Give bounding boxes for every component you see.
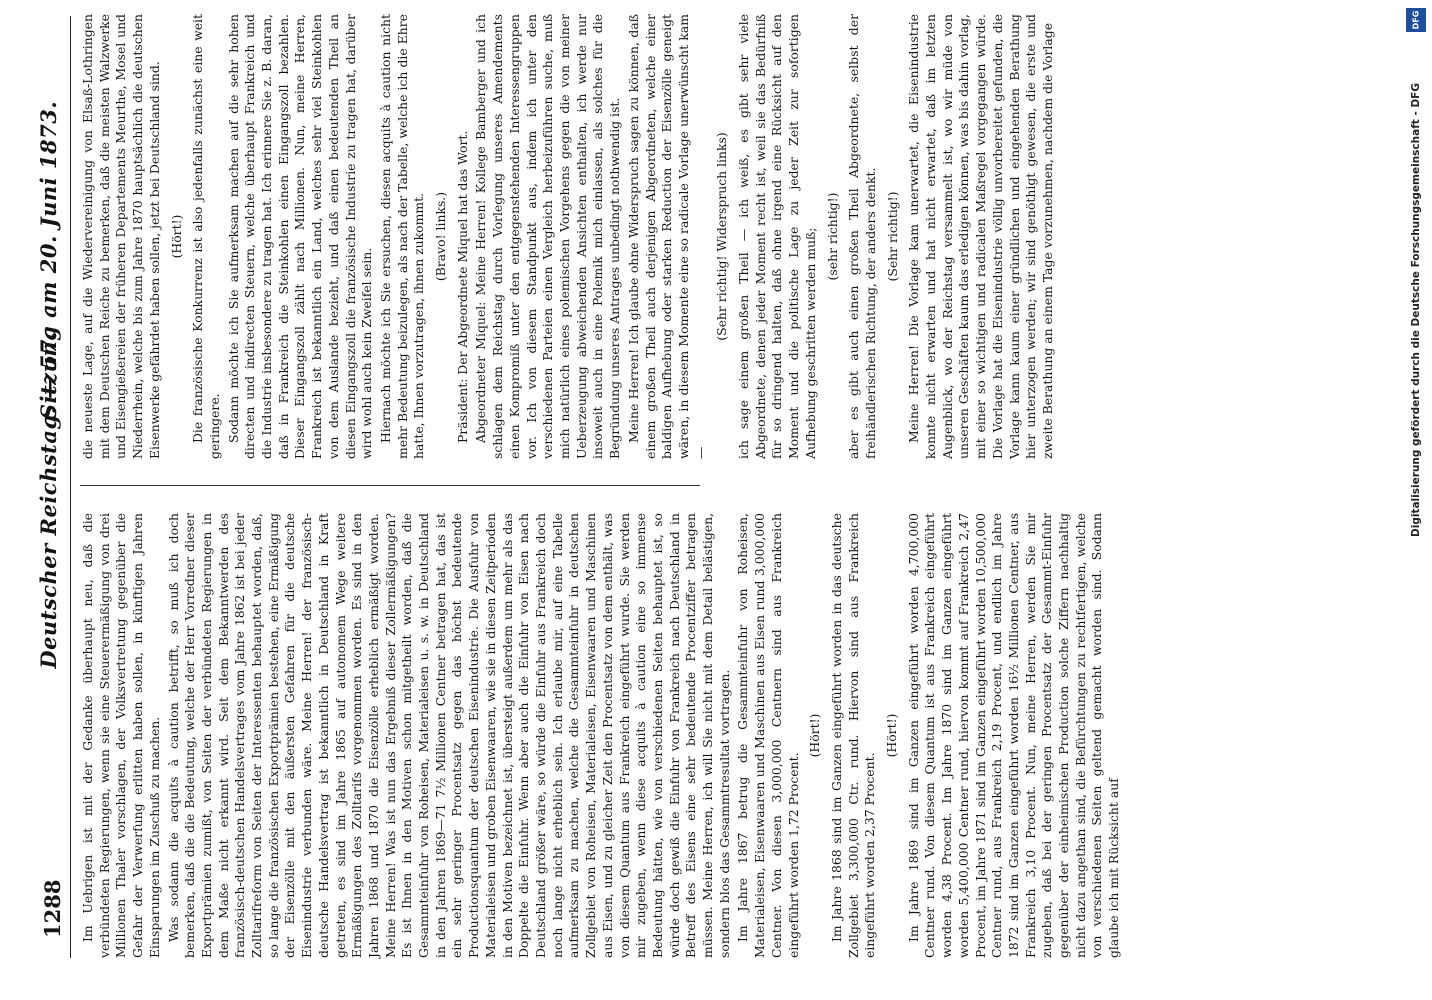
paragraph: Sodann möchte ich Sie aufmerksam machen auf die sehr hohen directen und indirecten Steuern, welche überhaupt Frankreich und die Industrie insbesondere zu tragen hat. Ich erinnere Sie z. B. daran, daß in Frankreich die Steinkohlen einen Eingangszoll bezahlen. Dieser Eingangszoll zählt nach Millionen. Nun, meine Herren, Frankreich ist bekanntlich ein Land, welches sehr viel Steinkohlen von dem Auslande bezieht, und daß einen bedeutenden Theil an diesen Eingangszoll die französische Industrie zu tragen hat, darüber wird wohl auch kein Zweifel sein. [225,14,375,459]
interjection: (sehr richtig!) [824,192,840,281]
interjection: (Hört!) [884,713,900,758]
left-running-title: Deutscher Reichstag. — 57. [36,331,61,669]
president-line: Präsident: Der Abgeordnete Miquel hat das Wort. [454,130,470,443]
interjection: (Hört!) [168,214,184,259]
digitization-credit [1406,30,1426,590]
paragraph: Meine Herren! Ich glaube ohne Widerspruch sagen zu können, daß einem großen Theil auch derjenigen Abgeordneten, welche einer baldigen Aufhebung oder starken Reduction der Eisenzölle geneigt wären, in diesem Momente eine so radicale Vorlage unerwünscht kam — [625,14,708,459]
interjection: (Sehr richtig! Widerspruch links) [714,132,730,341]
credit-text: Digitalisierung gefördert durch die Deutsche Forschungsgemeinschaft - DFG [1410,83,1422,537]
paragraph: die neueste Lage, auf die Wiedervereinigung von Elsaß-Lothringen mit dem Deutschen Reiche zu bemerken, daß die meisten Walzwerke und Eisengießereien der früheren Departements Meurthe, Mosel und Niederrhein, welche bis zum Jahre 1870 hauptsächlich die deutschen Eisenwerke gefährdet haben sollen, jetzt bei Deutschland sind. [80,14,162,459]
paragraph: Im Jahre 1869 sind im Ganzen eingeführt worden 4,700,000 Centner rund. Von diesem Quantum ist aus Frankreich eingeführt worden 4,38 Procent. Im Jahre 1870 sind im Ganzen eingeführt worden 5,400,000 Centner rund, hiervon kommt auf Frankreich 2,47 Procent, im Jahre 1871 sind im Ganzen eingeführt worden 10,500,000 Centner rund, aus Frankreich 2,19 Procent, und endlich im Jahre 1872 sind im Ganzen eingeführt worden 16½ Millionen Centner, aus Frankreich 3,10 Procent. Nun, meine Herren, werden Sie mir zugeben, daß bei der geringen Procentsatz der Gesammt-Einfuhr gegenüber der einheimischen Production solche Ziffern nachhaltig nicht dazu angethan sind, die Befürchtungen zu rechtfertigen, welche von verschiedenen Seiten geltend gemacht worden sind. Sodann glaube ich mit Rücksicht auf [905,513,1122,958]
paragraph: Hiernach möchte ich Sie ersuchen, diesen acquits à caution nicht mehr Bedeutung beizulegen, als nach der Tabelle, welche ich die Ehre hatte, Ihnen vorzutragen, ihnen zukommt. [377,14,427,459]
paragraph: Meine Herren! Die Vorlage kam unerwartet, die Eisenindustrie konnte nicht erwarten und hat nicht erwartet, daß im letzten Augenblick, wo der Reichstag versammelt ist, wo wir müde von unseren Geschäften kaum das erledigen können, was bis dahin vorlag, mit einer so wichtigen und radicalen Maßregel vorgegangen würde. Die Vorlage hat die Eisenindustrie völlig unvorbereitet gefunden, die Vorlage kann kaum einer gründlichen und eingehenden Berathung hier unterzogen werden; wir sind genöthigt gewesen, die erste und zweite Berathung an einem Tage vorzunehmen, nachdem die Vorlage [906,14,1055,459]
page-number: 1288 [40,879,65,938]
paragraph: Im Jahre 1867 betrug die Gesammteinfuhr von Roheisen, Materialeisen, Eisenwaaren und Maschinen aus Eisen rund 3,000,000 Centner. Von diesen 3,000,000 Centnern sind aus Frankreich eingeführt worden 1,72 Procent. [735,513,801,958]
interjection: (Sehr richtig!) [884,191,900,282]
paragraph: Was sodann die acquits à caution betrifft, so muß ich doch bemerken, daß die die Bedeutung, welche der Herr Vorredner dieser Exportprämien zumißt, von Seiten der verbündeten Regierungen in dem Maße nicht erkannt wird. Seit dem Bekanntwerden des französisch-deutschen Handelsvertrages vom Jahre 1862 ist bei jeder Zolltarifreform von Seiten der Interessenten behauptet worden, daß, so lange die französischen Exportprämien bestehen, eine Ermäßigung der Eisenzölle mit den äußersten Gefahren für die deutsche Eisenindustrie verbunden wäre. Meine Herren! der französisch-deutsche Handelsvertrag ist bekanntlich in Deutschland in Kraft getreten, es sind im Jahre 1865 auf autonomem Wege weitere Ermäßigungen des Zolltarifs vorgenommen worden. Es sind in den Jahren 1868 und 1870 die Eisenzölle erheblich ermäßigt worden. Meine Herren! Was ist nun das Ergebniß dieser Zollermäßigungen? Es ist Ihnen in den Motiven schon mitgetheilt worden, daß die Gesammteinfuhr von Roheisen, Materialeisen u. s. w. in Deutschland in den Jahren 1869—71 7½ Millionen Centner betragen hat, das ist ein sehr geringer Procentsatz gegen das höchst bedeutende Productionsquantum der deutschen Eisenindustrie. Die Ausfuhr von Materialeisen und groben Eisenwaaren, wie sie in diesen Zeitperioden in den Motiven bezeichnet ist, übersteigt außerdem um mehr als das Doppelte die Einfuhr. Wenn aber auch die Einfuhr von Eisen nach Deutschland größer wäre, so würde die Einfuhr aus Frankreich doch noch lange nicht erheblich sein. Ich erlaube mir, auf eine Tabelle aufmerksam zu machen, welche die Gesammteinfuhr in deutschen Zollgebiet von Roheisen, Materialeisen, Eisenwaaren und Maschinen aus Eisen, und zu gleicher Zeit den Procentsatz von dem enthält, was von diesem Quantum aus Frankreich eingeführt wurde. Sie werden mir zugeben, wenn diese acquits à caution eine so immense Bedeutung hätten, wie von verschiedenen Seiten behauptet ist, so würde doch gewiß die Einfuhr von Frankreich nach Deutschland in Betreff des Eisens eine sehr bedeutende Procentziffer betragen müssen. Meine Herren, ich will Sie nicht mit dem Detail belästigen, sondern blos das Gesammtresultat vortragen. [165,513,732,958]
paragraph: Im Jahre 1868 sind im Ganzen eingeführt worden in das deutsche Zollgebiet 3,300,000 Ctr. rund. Hiervon sind aus Frankreich eingeführt worden 2,37 Procent. [828,513,878,958]
right-column [80,14,1055,459]
paragraph: Die französische Konkurrenz ist also jedenfalls zunächst eine weit geringere. [190,14,222,459]
right-page-header [36,10,70,510]
paragraph: ich sage einem großen Theil — ich weiß, es gibt sehr viele Abgeordnete, denen jeder Moment recht ist, weil sie das Bedürfniß für so dringend halten, daß ohne irgend eine Rücksicht auf den Moment und die politische Lage zu jeder Zeit zur sofortigen Aufhebung geschritten werden muß; [736,14,818,459]
interjection: (Hört!) [807,713,823,758]
speaker-paragraph: Abgeordneter Miquel: Meine Herren! Kollege Bamberger und ich schlagen dem Reichstag durch Vorlegung unseres Amendements einen Kompromiß unter den entgegenstehenden Interessengruppen vor. Ich von diesem Standpunkt aus, indem ich unter den verschiedenen Parteien einen Vergleich herbeizuführen suche, muß mich natürlich eines polemischen Vorgehens gegen die von meiner Ueberzeugung abweichenden Ansichten enthalten, ich werde nur insoweit auch in eine Polemik mich einlassen, als solches für die Begründung unseres Antrages unbedingt nothwendig ist. [473,14,623,459]
paragraph: aber es gibt auch einen großen Theil Abgeordnete, selbst der freihändlerischen Richtung, der anders denkt. [846,14,878,459]
dfg-logo [1406,8,1426,32]
dfg-logo-text: DFG [1411,10,1421,30]
left-column [80,513,1122,958]
header-rule [70,16,71,958]
interjection: (Bravo! links.) [433,191,449,282]
column-separator [80,485,700,486]
paragraph: Im Uebrigen ist mit der Gedanke überhaupt neu, daß die verbündeten Regierungen, wenn sie eine Steuerermäßigung von drei Millionen Thaler vorschlagen, der Volksvertretung gegenüber die Gefahr der Verwerfung erlitten haben sollen, in künftigen Jahren Einsparungen im Zuschuß zu machen. [80,513,162,958]
right-running-title: Sitzung am 20. Juni 1873. [36,100,61,420]
